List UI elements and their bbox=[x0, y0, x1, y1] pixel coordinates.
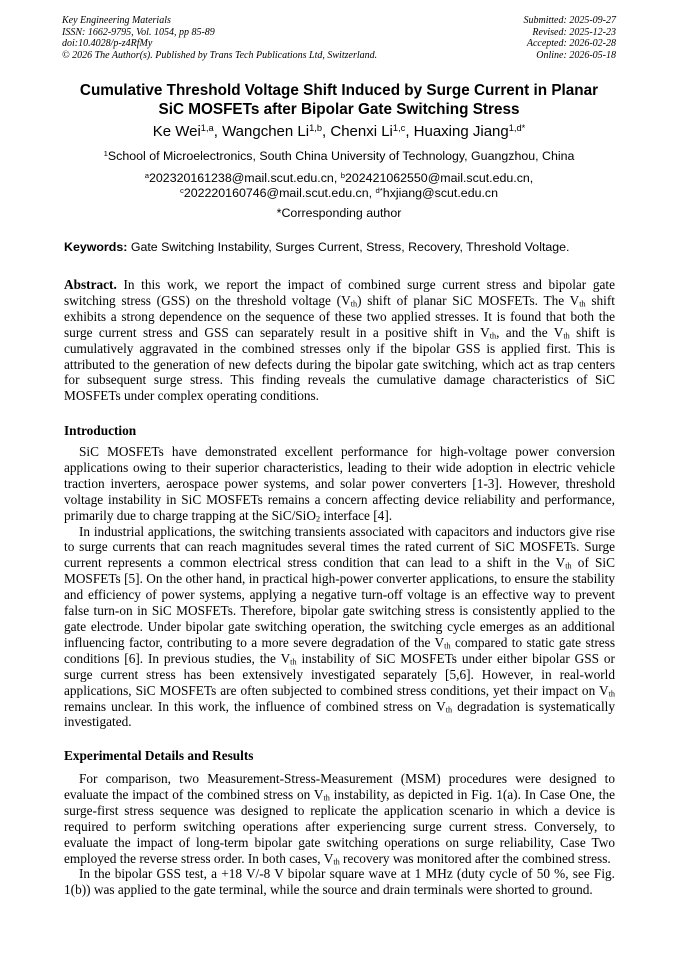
section-heading-introduction: Introduction bbox=[64, 423, 137, 438]
keywords-text: Gate Switching Instability, Surges Current, Stress, Recovery, Threshold Voltage. bbox=[130, 240, 570, 254]
author-affil-mark: 1,a bbox=[200, 122, 214, 133]
title-line-2: SiC MOSFETs after Bipolar Gate Switching Stress bbox=[158, 101, 520, 118]
author-name: Wangchen Li bbox=[222, 123, 310, 140]
author-affil-mark: 1,d* bbox=[508, 122, 526, 133]
section-heading-experimental: Experimental Details and Results bbox=[64, 748, 254, 763]
paper-title bbox=[40, 81, 638, 119]
journal-issn: ISSN: 1662-9795, Vol. 1054, pp 85-89 bbox=[62, 26, 215, 38]
paragraph: SiC MOSFETs have demonstrated excellent performance for high-voltage power conversion applications owing to their superior characteristics, leading to their wide adoption in electric vehicle traction inverters, aerospace power systems, and solar power converters [1-3]. However, threshold voltage instability in SiC MOSFETs remains a concern affecting device reliability and performance, primarily due to charge trapping at the SiC/SiO$_2$ interface [4]. bbox=[64, 444, 615, 524]
email-link[interactable]: 202421062550@mail.scut.edu.cn, bbox=[345, 171, 534, 185]
paragraph: In the bipolar GSS test, a +18 V/-8 V bipolar square wave at 1 MHz (duty cycle of 50 %, see Fig. 1(b)) was applied to the gate terminal, while the source and drain terminals were shorted to ground. bbox=[64, 866, 615, 898]
abstract bbox=[64, 277, 615, 404]
keywords-label: Keywords: bbox=[64, 240, 128, 254]
date-accepted: Accepted: 2026-02-28 bbox=[526, 38, 616, 49]
abstract-paragraph: Abstract. In this work, we report the impact of combined surge current stress and bipolar gate switching stress (GSS) on the threshold voltage $(V_{th})$ shift of planar SiC MOSFETs. The $V_{th}$ shift exhibits a strong dependence on the sequence of these two applied stresses. It is found that both the surge current stress and GSS can separately result in a positive shift in $V_{th}$, and the $V_{th}$ shift is cumulatively aggravated in the combined stresses only if the bipolar GSS is applied first. This is attributed to the generation of new defects during the bipolar gate switching, which act as trap centers for subsequent surge stress. This finding reveals the cumulative damage characteristics of SiC MOSFETs under complex operating conditions. bbox=[64, 277, 615, 404]
corresponding-note: *Corresponding author bbox=[276, 206, 402, 220]
journal-name: Key Engineering Materials bbox=[62, 15, 171, 26]
author-emails: $^a$202320161238@mail.scut.edu.cn, $^b$202421062550@mail.scut.edu.cn, $^c$202220160746@mail.scut.edu.cn, $^{d*}$hxjiang@scut.edu.cn bbox=[144, 170, 534, 200]
submission-dates bbox=[524, 15, 617, 61]
journal-copyright: © 2026 The Author(s). Published by Trans Tech Publications Ltd, Switzerland. bbox=[62, 49, 378, 61]
email-link[interactable]: 202220160746@mail.scut.edu.cn, bbox=[183, 186, 373, 200]
journal-info bbox=[62, 15, 377, 61]
date-online: Online: 2026-05-18 bbox=[536, 49, 616, 61]
journal-doi[interactable]: doi:10.4028/p-z4RfMy bbox=[62, 38, 153, 49]
date-revised: Revised: 2025-12-23 bbox=[532, 26, 616, 38]
experimental-body bbox=[64, 771, 615, 898]
author-affil-mark: 1,b bbox=[309, 122, 323, 133]
date-submitted: Submitted: 2025-09-27 bbox=[523, 15, 616, 26]
title-line-1: Cumulative Threshold Voltage Shift Induced by Surge Current in Planar bbox=[79, 82, 599, 99]
introduction-body bbox=[64, 444, 615, 730]
paragraph: In industrial applications, the switching transients associated with capacitors and inductors give rise to surge currents that can reach magnitudes several times the rated current of SiC MOSFETs. Surge current represents a common electrical stress condition that can lead to a shift in the $V_{th}$ of SiC MOSFETs [5]. On the other hand, in practical high-power converter applications, to ensure the stability and efficiency of power systems, applying a negative turn-off voltage is an effective way to prevent false turn-on in SiC MOSFETs. Therefore, bipolar gate switching stress is consistently applied to the gate electrode. Under bipolar gate switching operation, the switching cycle emerges as an additional influencing factor, contributing to a more severe degradation of the $V_{th}$ compared to static gate stress conditions [6]. In previous studies, the $V_{th}$ instability of SiC MOSFETs under either bipolar GSS or surge current stress has been extensively investigated separately [5,6]. However, in real-world applications, SiC MOSFETs are often subjected to combined stress conditions, yet their impact on $V_{th}$ remains unclear. In this work, the influence of combined stress on $V_{th}$ degradation is systematically investigated. bbox=[64, 523, 616, 730]
author-name: Chenxi Li bbox=[330, 123, 393, 140]
email-link[interactable]: hxjiang@scut.edu.cn bbox=[382, 186, 499, 200]
author-affil-mark: 1,c bbox=[392, 122, 406, 133]
author-list: Ke Wei$^{1,a}$, Wangchen Li$^{1,b}$, Chenxi Li$^{1,c}$, Huaxing Jiang$^{1,d*}$ bbox=[152, 122, 526, 140]
author-name: Ke Wei bbox=[152, 123, 201, 140]
keywords bbox=[64, 240, 616, 255]
abstract-label: Abstract. bbox=[64, 277, 117, 292]
author-name: Huaxing Jiang bbox=[413, 123, 509, 140]
paragraph: For comparison, two Measurement-Stress-Measurement (MSM) procedures were designed to evaluate the impact of the combined stress on $V_{th}$ instability, as depicted in Fig. 1(a). In Case One, the surge-first stress sequence was designed to replicate the application scenario in which a device is required to perform switching operations after experiencing surge current stress. Conversely, to evaluate the impact of long-term bipolar gate switching operations on surge reliability, Case Two employed the reverse stress order. In both cases, $V_{th}$ recovery was monitored after the combined stress. bbox=[64, 771, 615, 867]
email-link[interactable]: 202320161238@mail.scut.edu.cn, bbox=[149, 171, 338, 185]
affiliation: $^1$School of Microelectronics, South China University of Technology, Guangzhou, China bbox=[103, 148, 575, 163]
